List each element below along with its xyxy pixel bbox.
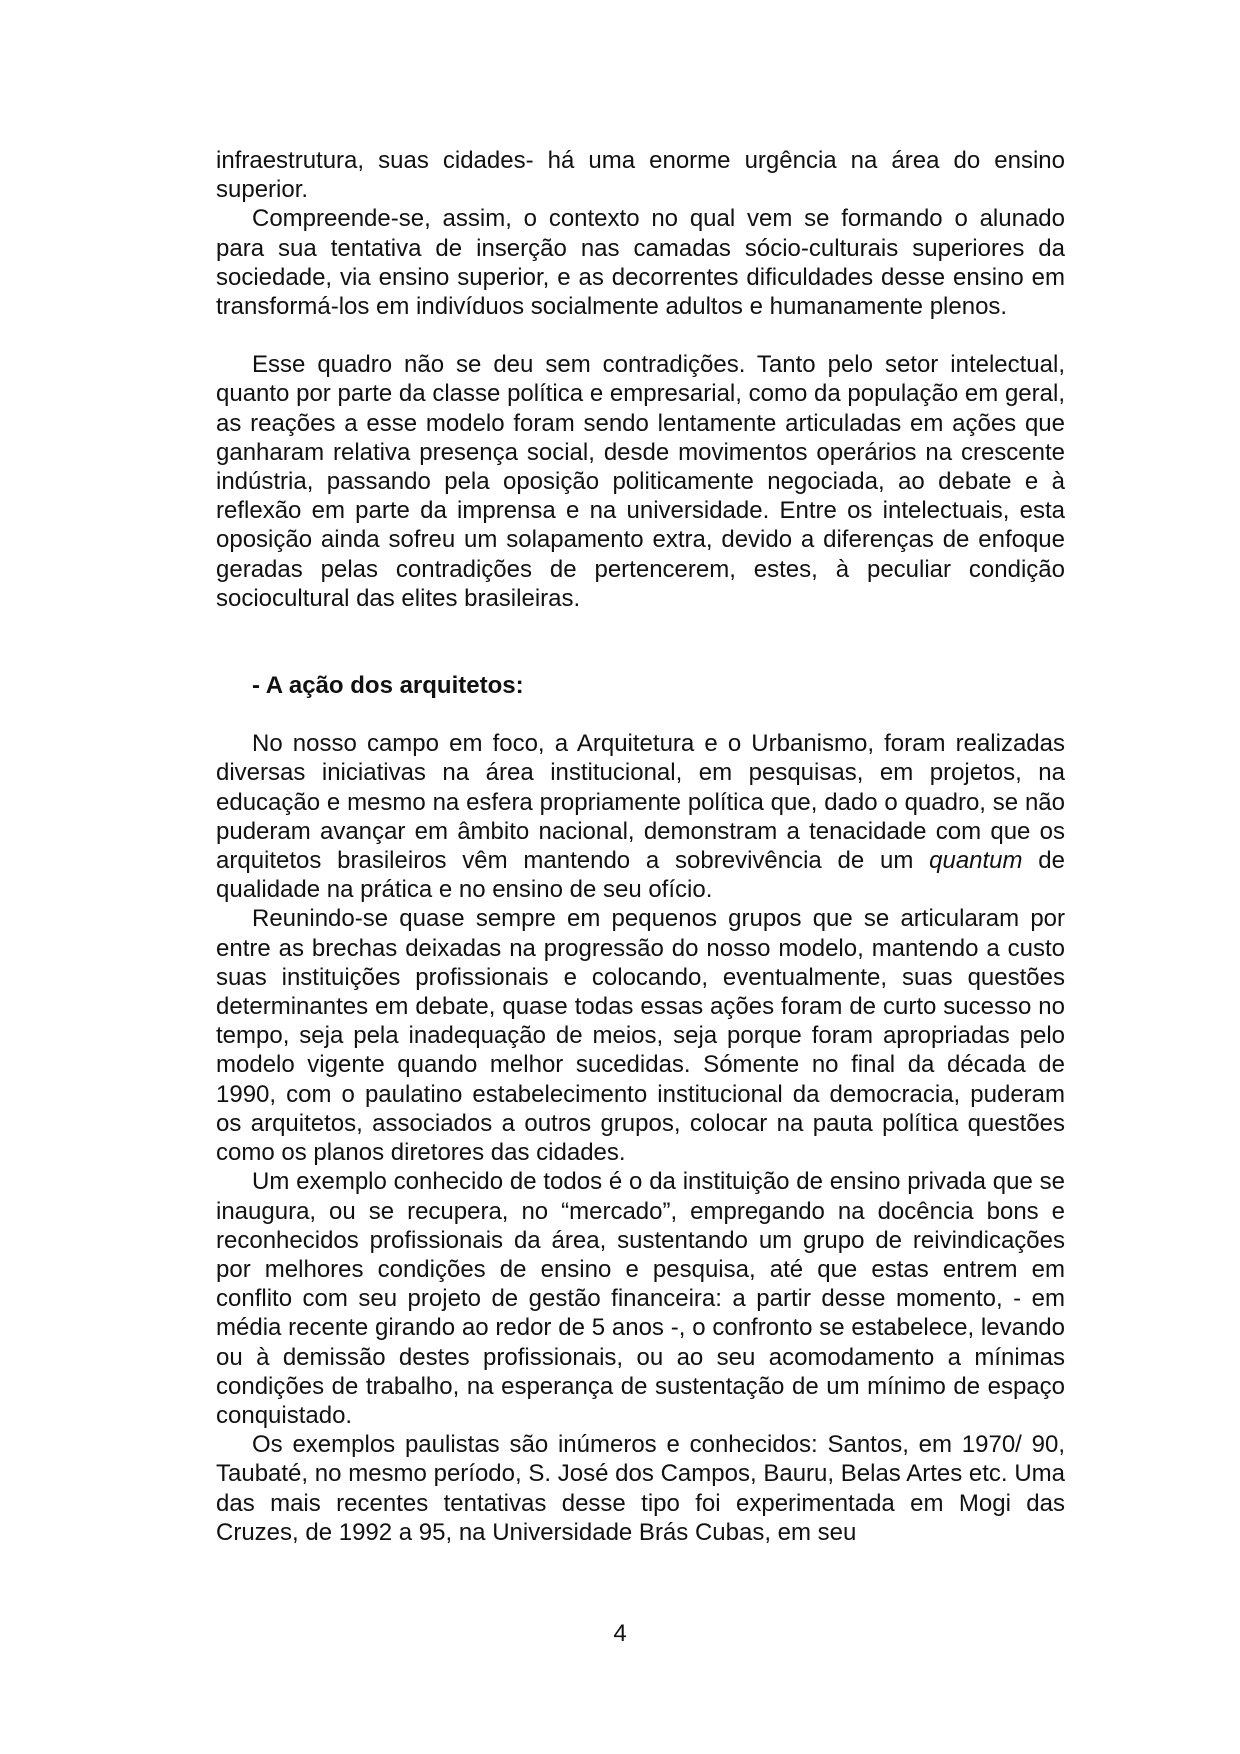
paragraph-text: de qualidade na prática e no ensino de seu ofício. [216, 847, 1065, 904]
document-body [216, 146, 1065, 1547]
paragraph-continuation: infraestrutura, suas cidades- há uma enorme urgência na área do ensino superior. [216, 147, 1065, 204]
section-heading: - A ação dos arquitetos: [252, 672, 524, 700]
paragraph-context: Compreende-se, assim, o contexto no qual vem se formando o alunado para sua tentativa de inserção nas camadas sócio-culturais superiores da sociedade, via ensino superior, e as decorrentes dificuldades desse ensino em transformá-los em indivíduos socialmente adultos e humanamente plenos. [216, 205, 1065, 321]
italic-term: quantum [929, 847, 1023, 875]
paragraph-text: No nosso campo em foco, a Arquitetura e o Urbanismo, foram realizadas diversas iniciativas na área institucional, em pesquisas, em projetos, na educação e mesmo na esfera propriamente política que, dado o quadro, se não puderam avançar em âmbito nacional, demonstram a tenacidade com que os arquitetos brasileiros vêm mantendo a sobrevivência de um [216, 730, 1065, 875]
page-number: 4 [613, 1620, 627, 1647]
paragraph-paulista-examples: Os exemplos paulistas são inúmeros e conhecidos: Santos, em 1970/ 90, Taubaté, no mesmo período, S. José dos Campos, Bauru, Belas Artes etc. Uma das mais recentes tentativas desse tipo foi experimentada em Mogi das Cruzes, de 1992 a 95, na Universidade Brás Cubas, em seu [216, 1431, 1065, 1546]
paragraph-private-institution: Um exemplo conhecido de todos é o da instituição de ensino privada que se inaugura, ou se recupera, no “mercado”, empregando na docência bons e reconhecidos profissionais da área, sustentando um grupo de reivindicações por melhores condições de ensino e pesquisa, até que estas entrem em conflito com seu projeto de gestão financeira: a partir desse momento, - em média recente girando ao redor de 5 anos -, o confronto se estabelece, levando ou à demissão destes profissionais, ou ao seu acomodamento a mínimas condições de trabalho, na esperança de sustentação de um mínimo de espaço conquistado. [216, 1168, 1065, 1429]
paragraph-small-groups: Reunindo-se quase sempre em pequenos grupos que se articularam por entre as brechas deixadas na progressão do nosso modelo, mantendo a custo suas instituições profissionais e colocando, eventualmente, suas questões determinantes em debate, quase todas essas ações foram de curto sucesso no tempo, seja pela inadequação de meios, seja porque foram apropriadas pelo modelo vigente quando melhor sucedidas. Sómente no final da década de 1990, com o paulatino estabelecimento institucional da democracia, puderam os arquitetos, associados a outros grupos, colocar na pauta política questões como os planos diretores das cidades. [216, 905, 1065, 1167]
paragraph-contradictions: Esse quadro não se deu sem contradições. Tanto pelo setor intelectual, quanto por parte da classe política e empresarial, como da população em geral, as reações a esse modelo foram sendo lentamente articuladas em ações que ganharam relativa presença social, desde movimentos operários na crescente indústria, passando pela oposição politicamente negociada, ao debate e à reflexão em parte da imprensa e na universidade. Entre os intelectuais, esta oposição ainda sofreu um solapamento extra, devido a diferenças de enfoque geradas pelas contradições de pertencerem, estes, à peculiar condição sociocultural das elites brasileiras. [216, 351, 1065, 612]
paragraph-architecture-field [216, 729, 1065, 904]
